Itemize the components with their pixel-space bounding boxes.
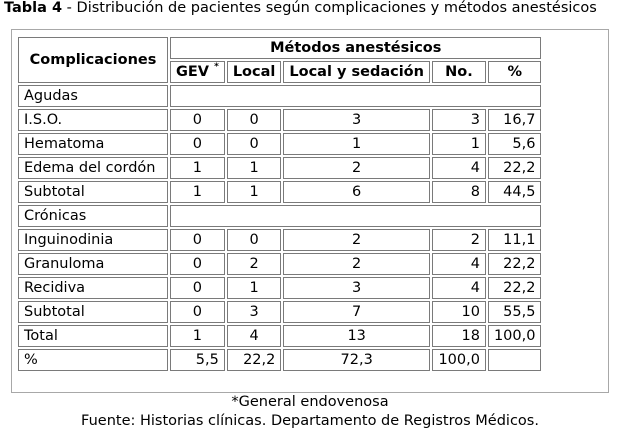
cell-local-sedacion: 1 <box>283 133 430 155</box>
row-label: Subtotal <box>18 181 168 203</box>
header-no: No. <box>432 61 486 83</box>
cell-no: 10 <box>432 301 486 323</box>
subtotal-row <box>18 181 541 203</box>
table-row <box>18 157 541 179</box>
cell-local-sedacion: 2 <box>283 229 430 251</box>
header-gev <box>170 61 225 83</box>
section-row-cronicas <box>18 205 541 227</box>
cell-no: 4 <box>432 157 486 179</box>
cell-local: 3 <box>227 301 282 323</box>
row-label: Inguinodinia <box>18 229 168 251</box>
cell-local-sedacion: 2 <box>283 253 430 275</box>
header-gev-mark: * <box>214 62 219 72</box>
cell-no: 1 <box>432 133 486 155</box>
cell-gev: 1 <box>170 325 225 347</box>
cell-percent: 11,1 <box>488 229 542 251</box>
cell-local-sedacion: 2 <box>283 157 430 179</box>
cell-gev: 0 <box>170 277 225 299</box>
header-local: Local <box>227 61 282 83</box>
cell-percent: 16,7 <box>488 109 542 131</box>
table-row <box>18 253 541 275</box>
cell-percent: 5,6 <box>488 133 542 155</box>
row-label: Hematoma <box>18 133 168 155</box>
table-row <box>18 133 541 155</box>
cell-gev: 0 <box>170 253 225 275</box>
footnote: *General endovenosa <box>231 394 389 410</box>
cell-percent: 22,2 <box>488 277 542 299</box>
header-percent: % <box>488 61 542 83</box>
cell-gev: 0 <box>170 229 225 251</box>
header-row-1 <box>18 37 541 59</box>
percent-row <box>18 349 541 371</box>
cell-local: 0 <box>227 229 282 251</box>
cell-local: 4 <box>227 325 282 347</box>
section-label: Agudas <box>18 85 168 107</box>
total-row <box>18 325 541 347</box>
cell-no: 100,0 <box>432 349 486 371</box>
section-label: Crónicas <box>18 205 168 227</box>
cell-local: 1 <box>227 157 282 179</box>
header-complicaciones: Complicaciones <box>18 37 168 83</box>
cell-local: 1 <box>227 181 282 203</box>
cell-no: 4 <box>432 277 486 299</box>
cell-gev: 1 <box>170 157 225 179</box>
cell-no: 3 <box>432 109 486 131</box>
cell-percent: 55,5 <box>488 301 542 323</box>
header-metodos: Métodos anestésicos <box>170 37 541 59</box>
cell-gev: 5,5 <box>170 349 225 371</box>
complications-table <box>16 35 543 373</box>
row-label: Edema del cordón <box>18 157 168 179</box>
cell-local-sedacion: 3 <box>283 277 430 299</box>
header-gev-label: GEV <box>176 64 210 80</box>
cell-percent: 44,5 <box>488 181 542 203</box>
cell-local-sedacion: 13 <box>283 325 430 347</box>
cell-gev: 0 <box>170 301 225 323</box>
cell-percent: 100,0 <box>488 325 542 347</box>
table-number: Tabla 4 <box>4 0 63 16</box>
section-empty-cell <box>170 85 541 107</box>
cell-local: 22,2 <box>227 349 282 371</box>
row-label: % <box>18 349 168 371</box>
table-row <box>18 109 541 131</box>
table-row <box>18 229 541 251</box>
cell-local-sedacion: 3 <box>283 109 430 131</box>
table-row <box>18 277 541 299</box>
cell-no: 2 <box>432 229 486 251</box>
table-title: - Distribución de pacientes según complicaciones y métodos anestésicos <box>62 0 597 16</box>
cell-local: 2 <box>227 253 282 275</box>
cell-gev: 0 <box>170 133 225 155</box>
section-row-agudas <box>18 85 541 107</box>
row-label: I.S.O. <box>18 109 168 131</box>
row-label: Total <box>18 325 168 347</box>
table-caption <box>4 0 597 16</box>
cell-local-sedacion: 6 <box>283 181 430 203</box>
row-label: Subtotal <box>18 301 168 323</box>
source-note: Fuente: Historias clínicas. Departamento de Registros Médicos. <box>81 413 539 429</box>
cell-local: 0 <box>227 109 282 131</box>
cell-gev: 1 <box>170 181 225 203</box>
cell-percent: 22,2 <box>488 157 542 179</box>
cell-local: 0 <box>227 133 282 155</box>
cell-percent: 22,2 <box>488 253 542 275</box>
cell-no: 4 <box>432 253 486 275</box>
cell-gev: 0 <box>170 109 225 131</box>
cell-local-sedacion: 72,3 <box>283 349 430 371</box>
subtotal-row <box>18 301 541 323</box>
cell-local: 1 <box>227 277 282 299</box>
cell-local-sedacion: 7 <box>283 301 430 323</box>
section-empty-cell <box>170 205 541 227</box>
cell-percent <box>488 349 542 371</box>
cell-no: 18 <box>432 325 486 347</box>
row-label: Recidiva <box>18 277 168 299</box>
row-label: Granuloma <box>18 253 168 275</box>
cell-no: 8 <box>432 181 486 203</box>
header-local-sedacion: Local y sedación <box>283 61 430 83</box>
